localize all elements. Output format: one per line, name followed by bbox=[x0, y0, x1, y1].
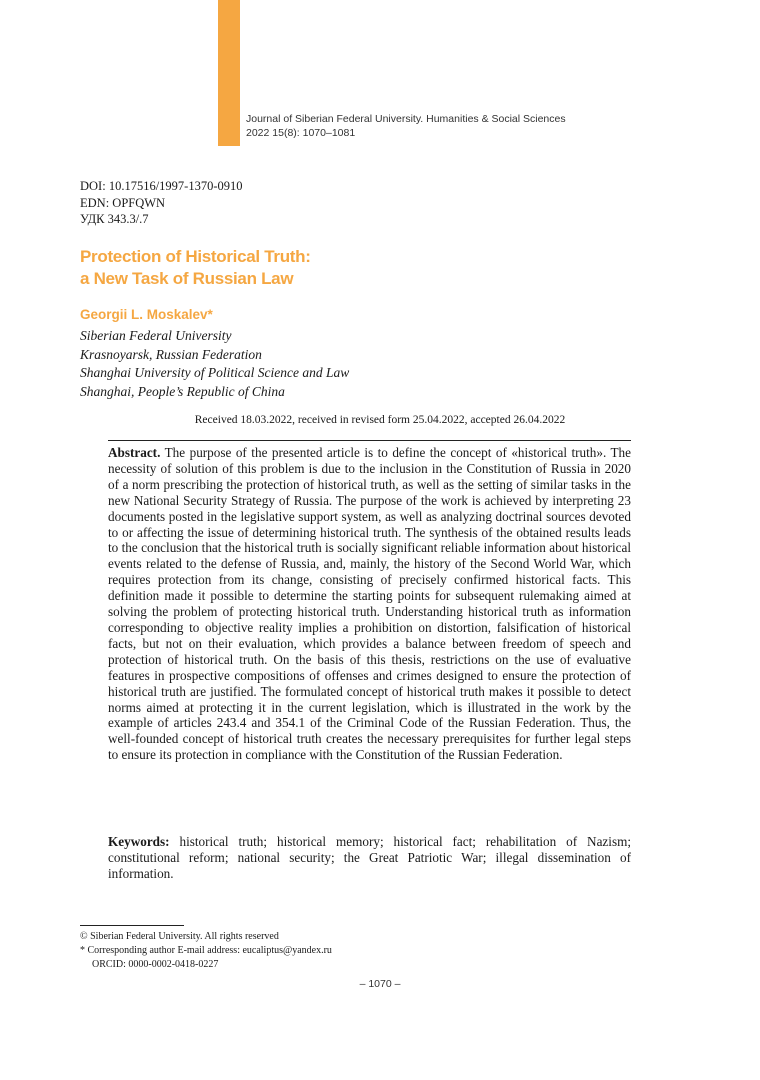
affiliation-line: Siberian Federal University bbox=[80, 328, 232, 343]
udk: УДК 343.3/.7 bbox=[80, 212, 149, 226]
footnotes bbox=[80, 930, 332, 972]
orcid-note: ORCID: 0000-0002-0418-0227 bbox=[92, 959, 219, 970]
journal-header bbox=[246, 112, 566, 140]
keywords-text: historical truth; historical memory; historical fact; rehabilitation of Nazism; constitutional reform; national security; the Great Patriotic War; illegal dissemination of information. bbox=[108, 834, 631, 881]
abstract-text: The purpose of the presented article is to define the concept of «historical truth». The necessity of solution of this problem is due to the inclusion in the Constitution of Russia in 2020 of a norm prescribing the protection of historical truth, as well as the setting of similar tasks in the new National Security Strategy of Russia. The purpose of the work is achieved by interpreting 23 documents posted in the legislative support system, as well as analyzing doctrinal sources devoted to or affecting the issue of determining historical truth. The synthesis of the obtained results leads to the conclusion that the historical truth is socially significant reliable information about historical events related to the defense of Russia, and, mainly, the history of the Second World War, which requires protection from its change, consisting of precisely confirmed historical facts. This definition made it possible to determine the starting points for subsequent rulemaking aimed at solving the problem of protecting historical truth. Understanding historical truth as information corresponding to objective reality implies a prohibition on distortion, falsification of historical facts, but not on their evaluation, which provides a balance between freedom of speech and protection of historical truth. On the basis of this thesis, restrictions on the use of evaluative features in prospective compositions of offenses and crimes designed to ensure the protection of historical truth are justified. The formulated concept of historical truth makes it possible to detect norms aimed at protecting it in the current legislation, which is illustrated in the work by the example of articles 243.4 and 354.1 of the Criminal Code of the Russian Federation. Thus, the well-founded concept of historical truth creates the necessary prerequisites for further legal steps to ensure its protection in compliance with the Constitution of the Russian Federation. bbox=[108, 445, 632, 763]
edn: EDN: OPFQWN bbox=[80, 195, 166, 210]
abstract-divider bbox=[108, 440, 631, 441]
keywords-label: Keywords: bbox=[108, 834, 170, 849]
corresponding-author-note: * Corresponding author E-mail address: eucaliptus@yandex.ru bbox=[80, 945, 332, 956]
author-name: Georgii L. Moskalev* bbox=[80, 307, 213, 322]
affiliation-line: Krasnoyarsk, Russian Federation bbox=[80, 346, 262, 362]
article-identifiers bbox=[80, 178, 243, 228]
keywords bbox=[108, 834, 631, 882]
abstract-label: Abstract. bbox=[108, 445, 161, 460]
title-line-2: a New Task of Russian Law bbox=[80, 269, 294, 288]
abstract bbox=[108, 445, 631, 763]
title-line-1: Protection of Historical Truth: bbox=[80, 247, 311, 266]
article-title bbox=[80, 246, 311, 290]
accent-bar bbox=[218, 0, 240, 146]
journal-name: Journal of Siberian Federal University. Humanities & Social Sciences bbox=[246, 113, 566, 125]
journal-issue: 2022 15(8): 1070–1081 bbox=[246, 127, 356, 139]
doi: DOI: 10.17516/1997-1370-0910 bbox=[80, 179, 243, 193]
copyright-note: © Siberian Federal University. All rights reserved bbox=[80, 931, 279, 942]
author-affiliations bbox=[80, 327, 349, 401]
footnote-divider bbox=[80, 925, 184, 926]
page-number: – 1070 – bbox=[359, 978, 401, 990]
received-dates: Received 18.03.2022, received in revised form 25.04.2022, accepted 26.04.2022 bbox=[194, 414, 566, 426]
affiliation-line: Shanghai University of Political Science and Law bbox=[80, 365, 350, 380]
affiliation-line: Shanghai, People’s Republic of China bbox=[80, 383, 285, 399]
